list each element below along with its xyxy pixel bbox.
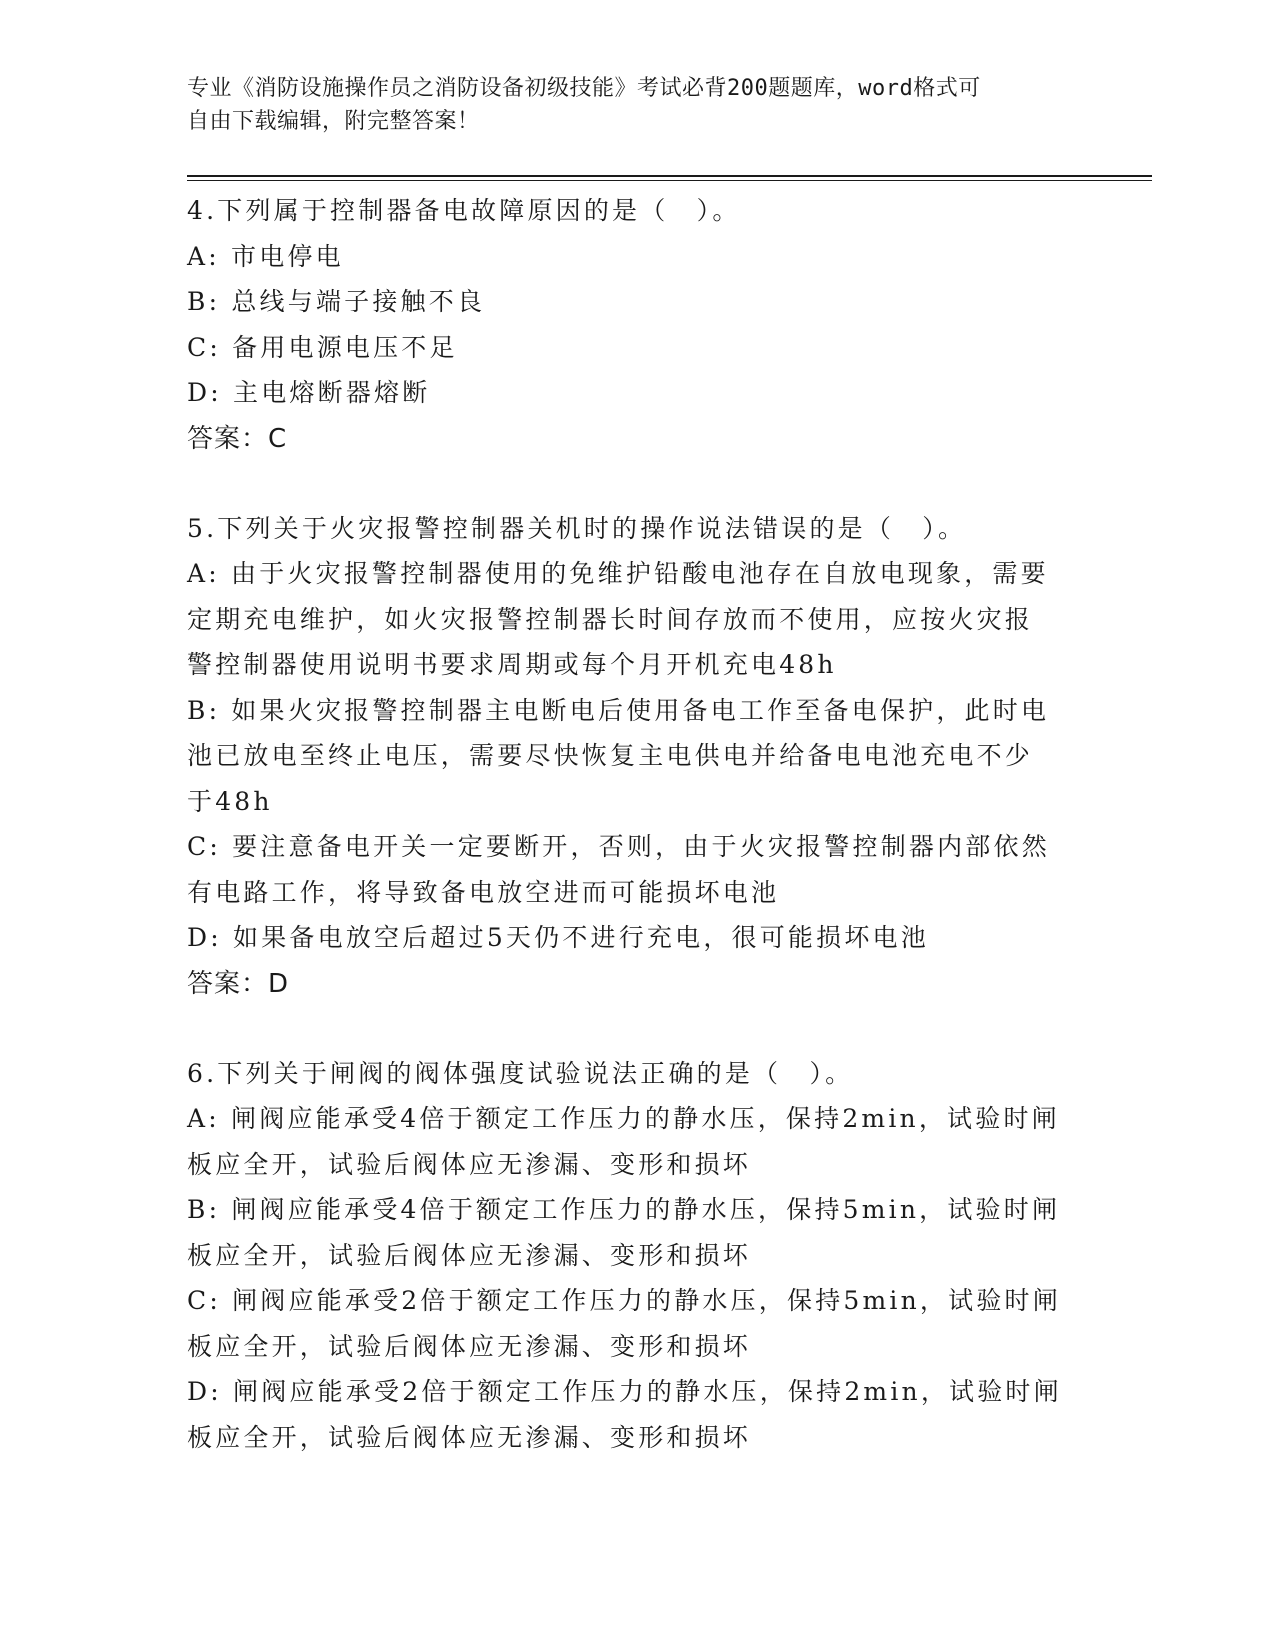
answer-label: 答案：C <box>187 423 288 454</box>
option-c: C: 要注意备电开关一定要断开，否则，由于火灾报警控制器内部依然 <box>187 832 1050 861</box>
document-header <box>187 72 1087 138</box>
option-d-continued: 板应全开，试验后阀体应无渗漏、变形和损坏 <box>187 1422 752 1452</box>
option-b-continued: 于48h <box>187 786 273 816</box>
question-stem: 5.下列关于火灾报警控制器关机时的操作说法错误的是（ ）。 <box>187 513 967 543</box>
option-b: B: 如果火灾报警控制器主电断电后使用备电工作至备电保护，此时电 <box>187 695 1050 725</box>
header-line: 专业《消防设施操作员之消防设备初级技能》考试必背200题题库，word格式可 <box>187 76 981 101</box>
option-c-continued: 有电路工作，将导致备电放空进而可能损坏电池 <box>187 877 780 907</box>
option-c: C: 备用电源电压不足 <box>187 332 458 362</box>
option-b-continued: 池已放电至终止电压，需要尽快恢复主电供电并给备电电池充电不少 <box>187 741 1034 770</box>
option-a: A: 闸阀应能承受4倍于额定工作压力的静水压，保持2min，试验时闸 <box>187 1104 1060 1133</box>
option-a-continued: 警控制器使用说明书要求周期或每个月开机充电48h <box>187 650 837 679</box>
question-stem: 4.下列属于控制器备电故障原因的是（ ）。 <box>187 196 741 225</box>
option-a: A: 由于火灾报警控制器使用的免维护铅酸电池存在自放电现象，需要 <box>187 559 1049 588</box>
option-a-continued: 定期充电维护，如火灾报警控制器长时间存放而不使用，应按火灾报 <box>187 604 1034 634</box>
option-b-continued: 板应全开，试验后阀体应无渗漏、变形和损坏 <box>187 1240 752 1270</box>
header-line: 自由下载编辑，附完整答案！ <box>187 109 480 134</box>
header-divider-thin <box>187 180 1152 181</box>
option-b: B: 总线与端子接触不良 <box>187 287 486 316</box>
option-d: D: 主电熔断器熔断 <box>187 378 431 407</box>
question-5 <box>187 506 1087 1007</box>
answer-label: 答案：D <box>187 968 290 999</box>
option-c-continued: 板应全开，试验后阀体应无渗漏、变形和损坏 <box>187 1331 752 1361</box>
option-d: D: 如果备电放空后超过5天仍不进行充电，很可能损坏电池 <box>187 923 929 952</box>
option-a-continued: 板应全开，试验后阀体应无渗漏、变形和损坏 <box>187 1149 752 1179</box>
option-c: C: 闸阀应能承受2倍于额定工作压力的静水压，保持5min，试验时闸 <box>187 1286 1061 1315</box>
header-divider-thick <box>187 175 1152 177</box>
option-d: D: 闸阀应能承受2倍于额定工作压力的静水压，保持2min，试验时闸 <box>187 1377 1062 1406</box>
question-6 <box>187 1051 1087 1461</box>
option-b: B: 闸阀应能承受4倍于额定工作压力的静水压，保持5min，试验时闸 <box>187 1195 1061 1224</box>
question-list <box>187 188 1087 1504</box>
option-a: A: 市电停电 <box>187 241 344 271</box>
question-4 <box>187 188 1087 462</box>
question-stem: 6.下列关于闸阀的阀体强度试验说法正确的是（ ）。 <box>187 1058 854 1088</box>
